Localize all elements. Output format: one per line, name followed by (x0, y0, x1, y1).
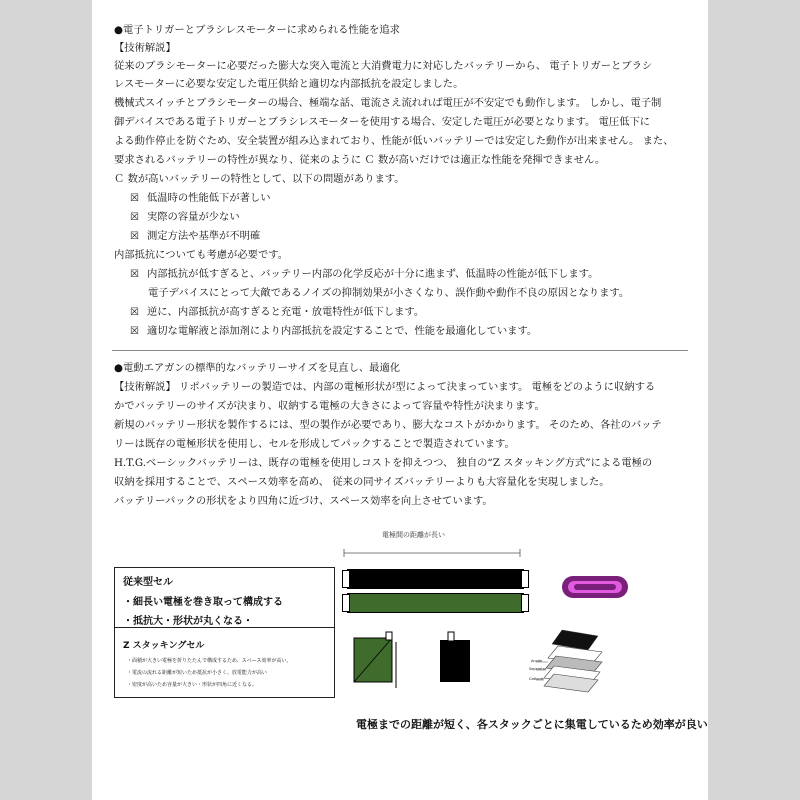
list-item: ☒ 逆に、内部抵抗が高すぎると充電・放電特性が低下します。 (130, 303, 424, 322)
stack-label: Cathode (529, 677, 544, 681)
electrode-tab (342, 570, 350, 588)
z-stacking-box (114, 627, 335, 698)
paragraph-line: 新規のバッテリー形状を製作するには、型の製作が必要であり、膨大なコストがかかります。 そのため、各社のバッテ (114, 419, 662, 431)
list-item: ☒ 測定方法や基準が不明確 (130, 227, 260, 246)
paragraph-line: 要求されるバッテリーの特性が異なり、従来のように Ｃ 数が高いだけでは適正な性能を発揮できません。 (114, 154, 606, 166)
document-page (92, 0, 708, 800)
folded-electrode-green (350, 630, 410, 690)
paragraph-line: 収納を採用することで、スペース効率を高め、 従来の同サイズバッテリーよりも大容量化を実現しました。 (114, 476, 610, 488)
z-stacking-point: ・面積が大きい電極を折りたたんで構成するため、スペース効率が高い。 (127, 658, 292, 664)
list-item: ☒ 内部抵抗が低すぎると、バッテリー内部の化学反応が十分に進まず、低温時の性能が低下します。 (130, 265, 598, 284)
stack-label: Separator (529, 667, 547, 671)
electrode-tab (342, 594, 350, 612)
paragraph-line: レスモーターに必要な安定した電圧供給と適切な内部抵抗を設定しました。 (114, 78, 464, 90)
z-stacking-point: ・電流の流れる距離が短いため抵抗が小さく、放電能力が高い (127, 670, 267, 676)
distance-bracket (342, 547, 522, 557)
section2-heading: ●電動エアガンの標準的なバッテリーサイズを見直し、最適化 (114, 362, 401, 374)
electrode-strip-green (347, 593, 524, 613)
conventional-cell-title: 従来型セル (123, 577, 173, 588)
conventional-point: ・細長い電極を巻き取って構成する (123, 597, 283, 608)
checkbox-icon: ☒ (130, 307, 139, 318)
checkbox-icon: ☒ (130, 269, 139, 280)
list-item-continuation: 電子デバイスにとって大敵であるノイズの抑制効果が小さくなり、誤作動や動作不良の原因となります。 (148, 287, 630, 299)
electrode-tab (521, 570, 529, 588)
section1-heading: ●電子トリガーとブラシレスモーターに求められる性能を追求 (114, 24, 400, 36)
section1-tag: 【技術解説】 (114, 42, 176, 54)
checkbox-icon: ☒ (130, 212, 139, 223)
electrode-tab (521, 594, 529, 612)
paragraph-line: バッテリーパックの形状をより四角に近づけ、スペース効率を向上させています。 (114, 495, 493, 507)
paragraph-line: 御デバイスである電子トリガーとブラシレスモーターを使用する場合、安定した電圧が必要となります。 電圧低下に (114, 116, 651, 128)
paragraph-line: かでバッテリーのサイズが決まり、収納する電極の大きさによって容量や特性が決まります。 (114, 400, 545, 412)
paragraph-line: リーは既存の電極形状を使用し、セルを形成してパックすることで製造されています。 (114, 438, 515, 450)
conventional-cell-box (114, 567, 335, 629)
z-stack-exploded-icon (532, 622, 632, 696)
paragraph-line: 内部抵抗についても考慮が必要です。 (114, 249, 289, 261)
section-divider (112, 350, 688, 351)
z-stacking-title: Z スタッキングセル (123, 641, 205, 651)
paragraph-line: よる動作停止を防ぐため、安全装置が組み込まれており、性能が低いバッテリーでは安定した動作が出来ません。 また、 (114, 135, 674, 147)
conventional-point: ・抵抗大・形状が丸くなる・ (123, 616, 253, 627)
paragraph-line: H.T.G.ベーシックバッテリーは、既存の電極を使用しコストを抑えつつ、 独自の“Z スタッキング方式”による電極の (114, 457, 653, 469)
stacked-electrode-black (436, 630, 476, 690)
list-item: ☒ 適切な電解液と添加剤により内部抵抗を設定することで、性能を最適化しています。 (130, 322, 537, 341)
diagram-caption: 電極までの距離が短く、各スタックごとに集電しているため効率が良い (356, 718, 708, 731)
checkbox-icon: ☒ (130, 193, 139, 204)
paragraph-line: 【技術解説】 リポバッテリーの製造では、内部の電極形状が型によって決まっています。 電極をどのように収納する (114, 381, 656, 393)
list-item: ☒ 低温時の性能低下が著しい (130, 189, 271, 208)
paragraph-line: 従来のブラシモーターに必要だった膨大な突入電流と大消費電力に対応したバッテリーから、 電子トリガーとブラシ (114, 60, 653, 72)
list-item: ☒ 実際の容量が少ない (130, 208, 240, 227)
checkbox-icon: ☒ (130, 326, 139, 337)
electrode-distance-label: 電極間の距離が長い (382, 531, 445, 539)
checkbox-icon: ☒ (130, 231, 139, 242)
paragraph-line: Ｃ 数が高いバッテリーの特性として、以下の問題があります。 (114, 173, 405, 185)
z-stacking-point: ・密度が高いため容量が大きい・形状が四角に近くなる。 (127, 682, 258, 688)
paragraph-line: 機械式スイッチとブラシモーターの場合、極端な話、電流さえ流れれば電圧が不安定でも動作します。 しかし、電子制 (114, 97, 662, 109)
rolled-cell-icon (560, 570, 632, 604)
stack-label: Anode (531, 659, 543, 663)
electrode-strip-black (347, 569, 524, 589)
